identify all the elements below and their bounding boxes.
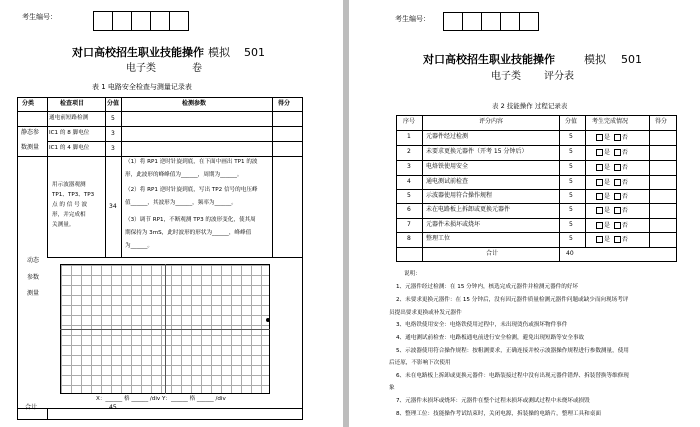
exam-number-box[interactable] xyxy=(462,12,482,31)
row-content: 电烙铁使用安全 xyxy=(426,163,469,170)
title-mock: 模拟 xyxy=(208,46,230,59)
row-item-short-circuit: 通电前短路检测 xyxy=(49,115,89,121)
note-line: 7、元器件未损坏或烧坏：元器件在整个过程未损坏或测试过程中未烧坏或损毁 xyxy=(396,398,590,404)
completion-options[interactable] xyxy=(596,207,628,214)
yes-label: 是 xyxy=(604,149,611,156)
row-score: 5 xyxy=(569,148,573,155)
note-line: 8、整理工位：技能操作考试结束时，关闭电源，拆装操的电路片，整理工具和桌面 xyxy=(396,411,601,417)
completion-options[interactable] xyxy=(596,193,628,200)
right-page xyxy=(349,0,700,427)
page-title: 对口高校招生职业技能操作 xyxy=(423,53,555,66)
yes-checkbox[interactable] xyxy=(596,134,603,141)
no-label: 否 xyxy=(621,207,628,214)
completion-options[interactable] xyxy=(596,222,628,229)
title-number: 501 xyxy=(244,46,265,59)
exam-number-label: 考生编号： xyxy=(22,13,57,21)
yes-label: 是 xyxy=(604,207,611,214)
category-dynamic-line3: 测量 xyxy=(27,290,40,297)
note-line: 员提出要求更换或补发元器件 xyxy=(389,310,462,316)
no-checkbox[interactable] xyxy=(614,193,621,200)
subtitle-paper: 卷 xyxy=(192,63,202,74)
row-no: 5 xyxy=(407,192,411,199)
param-line4: 值______，其波形为______，频率为______。 xyxy=(125,200,237,206)
row-content: 元器件经过检测 xyxy=(426,133,469,140)
row-content: 整理工位 xyxy=(426,235,451,242)
no-label: 否 xyxy=(621,134,628,141)
osc-score: 34 xyxy=(109,203,117,210)
note-line: 4、通电测试前检查：电路板通电前进行安全检测，避免出现短路等安全事故 xyxy=(396,335,585,341)
param-line6: 期保持为 3mS，此时波形的形状为______，峰峰值 xyxy=(125,230,252,236)
category-dynamic-line2: 参数 xyxy=(27,274,40,281)
note-line: 象 xyxy=(389,385,395,391)
left-page xyxy=(0,0,343,427)
completion-options[interactable] xyxy=(596,149,628,156)
total-label: 合计 xyxy=(486,250,499,257)
note-line: 6、未在电路板上拆卸或更换元器件：电路装接过程中没有出现元器件错焊、拆装替换等维修现 xyxy=(396,373,629,379)
header-check-item: 检查项目 xyxy=(60,100,85,107)
osc-item-line2: TP1、TP3、TP3 xyxy=(52,192,95,198)
row-score: 5 xyxy=(569,178,573,185)
row-score: 5 xyxy=(569,221,573,228)
header-points: 得分 xyxy=(278,100,291,107)
exam-number-box[interactable] xyxy=(131,11,151,31)
yes-label: 是 xyxy=(604,134,611,141)
header-content: 评分内容 xyxy=(479,118,504,125)
yes-label: 是 xyxy=(604,236,611,243)
notes-title: 说明： xyxy=(404,271,421,277)
header-completion: 考生完成情况 xyxy=(592,118,629,125)
row-score: 5 xyxy=(569,163,573,170)
no-label: 否 xyxy=(621,222,628,229)
row-content: 未要求更换元器件（开考 15 分钟后） xyxy=(426,148,528,155)
osc-item-line1: 用示波器观测 xyxy=(52,182,86,188)
exam-number-label: 考生编号： xyxy=(395,15,430,23)
category-dynamic-line1: 动态 xyxy=(27,257,40,264)
exam-number-box[interactable] xyxy=(500,12,520,31)
no-checkbox[interactable] xyxy=(614,179,621,186)
no-checkbox[interactable] xyxy=(614,134,621,141)
title-mock: 模拟 xyxy=(584,53,606,66)
subtitle-paper: 评分表 xyxy=(544,71,574,82)
no-label: 否 xyxy=(621,149,628,156)
no-checkbox[interactable] xyxy=(614,236,621,243)
title-number: 501 xyxy=(621,53,642,66)
param-line5: （3）调节 RP1，不断观测 TP3 的波形变化，使其周 xyxy=(125,217,256,223)
osc-item-line4: 形，并完成相 xyxy=(52,212,86,218)
yes-checkbox[interactable] xyxy=(596,222,603,229)
osc-item-line3: 点 的 信 号 波 xyxy=(52,202,88,208)
exam-number-box[interactable] xyxy=(519,12,539,31)
row-no: 1 xyxy=(407,133,411,140)
row-item-ic1-pin8: IC1 的 8 脚电位 xyxy=(49,130,90,136)
no-checkbox[interactable] xyxy=(614,207,621,214)
note-line: 1、元器件经过检测：在 15 分钟内，核选完成元器件并检测元器件的好坏 xyxy=(396,284,579,290)
row-no: 7 xyxy=(407,221,411,228)
exam-number-box[interactable] xyxy=(150,11,170,31)
row-item-ic1-pin4: IC1 的 4 脚电位 xyxy=(49,145,90,151)
note-line: 3、电烙铁使用安全：电烙铁使用过程中，未出现烫伤或损坏物件事件 xyxy=(396,322,568,328)
total-score: 45 xyxy=(109,404,117,411)
osc-scale-footer: X：______ 格 ______ /div Y：______ 格 ______ /div xyxy=(96,396,226,402)
header-score-value: 分值 xyxy=(107,100,120,107)
param-line2: 形，此波形的峰峰值为______，周期为______。 xyxy=(125,172,243,178)
no-checkbox[interactable] xyxy=(614,164,621,171)
table-title: 表 2 技能操作 过程记录表 xyxy=(492,102,568,110)
row-content: 未在电路板上拆卸或更换元器件 xyxy=(426,206,511,213)
row-score: 5 xyxy=(569,206,573,213)
note-line: 2、未要求更换元器件：在 15 分钟后，没有因元器件质量检测元器件问题或缺少而向现场考评 xyxy=(396,297,629,303)
row-no: 2 xyxy=(407,148,411,155)
row-score: 5 xyxy=(111,115,115,122)
param-line7: 为______。 xyxy=(125,243,153,249)
total-label: 合计 xyxy=(25,404,38,411)
osc-item-line5: 关测量。 xyxy=(52,222,75,228)
row-no: 4 xyxy=(407,178,411,185)
exam-number-box[interactable] xyxy=(481,12,501,31)
no-label: 否 xyxy=(621,164,628,171)
page-title: 对口高校招生职业技能操作 xyxy=(72,46,204,59)
exam-number-box[interactable] xyxy=(112,11,132,31)
row-score: 5 xyxy=(569,192,573,199)
exam-number-box[interactable] xyxy=(443,12,463,31)
no-label: 否 xyxy=(621,179,628,186)
row-score: 5 xyxy=(569,133,573,140)
completion-options[interactable] xyxy=(596,134,628,141)
grid-marker xyxy=(266,318,270,322)
row-content: 元器件未损坏或烧坏 xyxy=(426,221,481,228)
yes-checkbox[interactable] xyxy=(596,207,603,214)
row-score: 3 xyxy=(111,145,115,152)
category-static-line2: 数测量 xyxy=(21,144,40,151)
header-no: 序号 xyxy=(403,118,416,125)
yes-label: 是 xyxy=(604,164,611,171)
row-content: 示波器使用符合操作规程 xyxy=(426,192,493,199)
no-checkbox[interactable] xyxy=(614,149,621,156)
param-line1: （1）将 RP1 逆时针旋到底，在下面中画出 TP1 的波 xyxy=(125,159,258,165)
total-score: 40 xyxy=(566,250,574,257)
completion-options[interactable] xyxy=(596,164,628,171)
exam-number-box[interactable] xyxy=(169,11,189,31)
page-subtitle: 电子类 xyxy=(491,71,521,82)
row-no: 3 xyxy=(407,163,411,170)
no-checkbox[interactable] xyxy=(614,222,621,229)
table-title: 表 1 电路安全检查与测量记录表 xyxy=(92,83,192,91)
row-content: 通电测试前检查 xyxy=(426,178,469,185)
row-no: 6 xyxy=(407,206,411,213)
param-line3: （2）将 RP1 逆时针旋到底，写出 TP2 信号的电压峰 xyxy=(125,187,258,193)
yes-label: 是 xyxy=(604,222,611,229)
yes-checkbox[interactable] xyxy=(596,164,603,171)
header-score-value: 分值 xyxy=(565,118,578,125)
yes-label: 是 xyxy=(604,193,611,200)
header-points: 得分 xyxy=(655,118,668,125)
header-category: 分类 xyxy=(22,100,35,107)
completion-options[interactable] xyxy=(596,236,628,243)
row-score: 3 xyxy=(111,130,115,137)
yes-checkbox[interactable] xyxy=(596,149,603,156)
exam-number-box[interactable] xyxy=(93,11,113,31)
no-label: 否 xyxy=(621,193,628,200)
yes-checkbox[interactable] xyxy=(596,179,603,186)
page-subtitle: 电子类 xyxy=(126,63,156,74)
row-no: 8 xyxy=(407,235,411,242)
header-parameters: 检测参数 xyxy=(182,100,207,107)
note-line: 后还原，不影响下次使用 xyxy=(389,360,451,366)
yes-checkbox[interactable] xyxy=(596,193,603,200)
yes-checkbox[interactable] xyxy=(596,236,603,243)
note-line: 5、示波器使用符合操作规程：按粗测要求，正确连接并校示波器操作规程进行参数测量，使用 xyxy=(396,348,629,354)
no-label: 否 xyxy=(621,236,628,243)
category-static-line1: 静态参 xyxy=(21,129,40,136)
completion-options[interactable] xyxy=(596,179,628,186)
row-score: 5 xyxy=(569,235,573,242)
yes-label: 是 xyxy=(604,179,611,186)
